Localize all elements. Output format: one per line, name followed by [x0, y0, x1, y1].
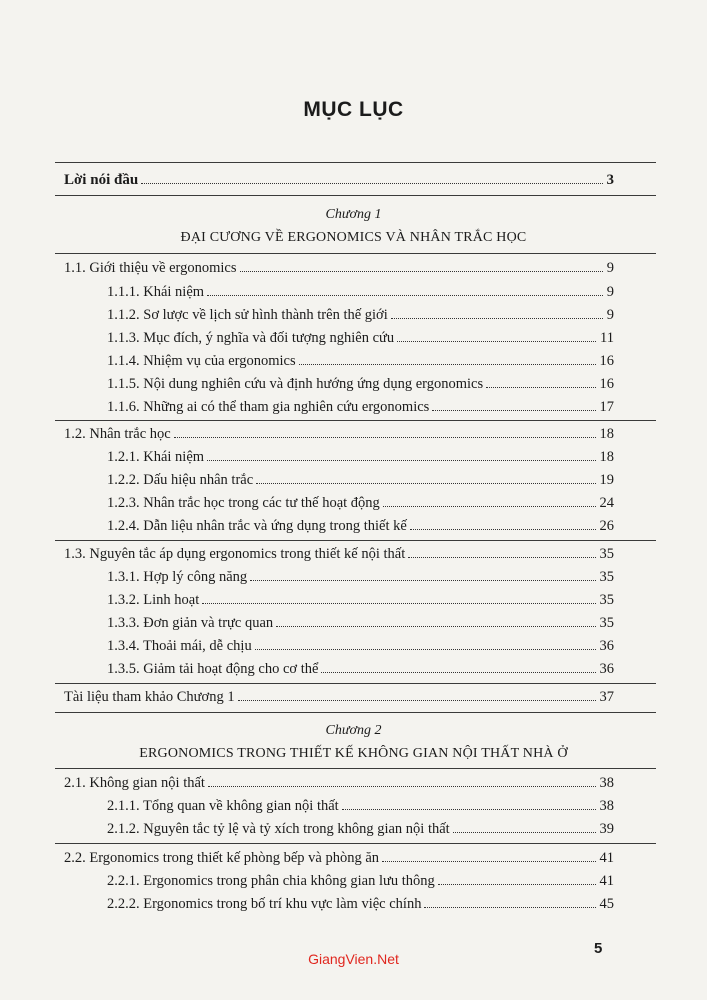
- toc-entry-text: 1.1.2. Sơ lược về lịch sử hình thành trên thế giới: [107, 307, 388, 323]
- toc-entry-1-2-1[interactable]: [0, 448, 707, 466]
- dot-leader: [238, 700, 596, 701]
- toc-entry-text: 1.2.1. Khái niệm: [107, 449, 205, 465]
- toc-entry-text: 1.2.4. Dẫn liệu nhân trắc và ứng dụng trong thiết kế: [107, 518, 407, 534]
- toc-entry-page: 35: [599, 592, 614, 608]
- toc-entry-text: 1.3.2. Linh hoạt: [107, 592, 200, 608]
- toc-entry-page: 35: [599, 546, 614, 562]
- divider-chapter2: [55, 712, 656, 713]
- dot-leader: [391, 318, 603, 319]
- dot-leader: [207, 460, 595, 461]
- dot-leader: [299, 364, 596, 365]
- dot-leader: [438, 884, 596, 885]
- toc-entry-1-1-5[interactable]: [0, 375, 707, 393]
- toc-entry-page: 35: [599, 615, 614, 631]
- toc-entry-1-2-3[interactable]: [0, 494, 707, 512]
- toc-entry-page: 9: [606, 284, 614, 300]
- dot-leader: [141, 183, 602, 184]
- toc-entry-text: 1.3.5. Giảm tải hoạt động cho cơ thể: [107, 661, 319, 677]
- toc-entry-page: 35: [599, 569, 614, 585]
- toc-entry-text: 1.1.1. Khái niệm: [107, 284, 205, 300]
- toc-entry-1-3-3[interactable]: [0, 614, 707, 632]
- dot-leader: [453, 832, 596, 833]
- toc-entry-text: Lời nói đầu: [64, 172, 139, 188]
- dot-leader: [342, 809, 596, 810]
- watermark-text: GiangVien.Net: [308, 951, 399, 967]
- toc-entry-1-1-4[interactable]: [0, 352, 707, 370]
- toc-entry-page: 17: [599, 399, 614, 415]
- dot-leader: [410, 529, 596, 530]
- dot-leader: [397, 341, 596, 342]
- toc-entry-references-1[interactable]: [0, 688, 707, 706]
- toc-entry-1-1-3[interactable]: [0, 329, 707, 347]
- divider-1-2: [55, 420, 656, 421]
- dot-leader: [486, 387, 595, 388]
- dot-leader: [255, 649, 596, 650]
- toc-entry-text: 1.3. Nguyên tắc áp dụng ergonomics trong thiết kế nội thất: [64, 546, 406, 562]
- toc-entry-1-3-5[interactable]: [0, 660, 707, 678]
- toc-entry-1-3-1[interactable]: [0, 568, 707, 586]
- chapter-label: Chương 2: [325, 723, 382, 738]
- toc-entry-page: 9: [606, 260, 614, 276]
- divider-top: [55, 162, 656, 163]
- page-number: 5: [594, 940, 603, 957]
- dot-leader: [432, 410, 595, 411]
- toc-entry-1-3-4[interactable]: [0, 637, 707, 655]
- dot-leader: [174, 437, 596, 438]
- dot-leader: [207, 295, 603, 296]
- toc-entry-text: 2.2.1. Ergonomics trong phân chia không gian lưu thông: [107, 873, 435, 889]
- toc-entry-1-1-6[interactable]: [0, 398, 707, 416]
- toc-entry-page: 11: [600, 330, 614, 346]
- divider-2-2: [55, 843, 656, 844]
- toc-entry-text: 1.1.6. Những ai có thể tham gia nghiên cứu ergonomics: [107, 399, 430, 415]
- toc-entry-1-2-2[interactable]: [0, 471, 707, 489]
- divider-intro: [55, 195, 656, 196]
- dot-leader: [408, 557, 595, 558]
- chapter-title: ERGONOMICS TRONG THIẾT KẾ KHÔNG GIAN NỘI THẤT NHÀ Ở: [139, 746, 568, 761]
- toc-entry-text: 1.1.5. Nội dung nghiên cứu và định hướng ứng dụng ergonomics: [107, 376, 484, 392]
- toc-entry-2-1-2[interactable]: [0, 820, 707, 838]
- toc-entry-page: 18: [599, 426, 614, 442]
- divider-1-3: [55, 540, 656, 541]
- toc-entry-page: 18: [599, 449, 614, 465]
- dot-leader: [202, 603, 595, 604]
- toc-entry-text: 1.2.2. Dấu hiệu nhân trắc: [107, 472, 254, 488]
- chapter-title: ĐẠI CƯƠNG VỀ ERGONOMICS VÀ NHÂN TRẮC HỌC: [180, 230, 527, 245]
- toc-entry-1-1[interactable]: [0, 259, 707, 277]
- toc-entry-text: 2.1.2. Nguyên tắc tỷ lệ và tỷ xích trong không gian nội thất: [107, 821, 450, 837]
- toc-entry-text: 2.1. Không gian nội thất: [64, 775, 205, 791]
- toc-entry-text: 2.2. Ergonomics trong thiết kế phòng bếp và phòng ăn: [64, 850, 380, 866]
- toc-entry-page: 38: [599, 798, 614, 814]
- toc-entry-text: 1.3.1. Hợp lý công năng: [107, 569, 248, 585]
- toc-entry-page: 41: [599, 850, 614, 866]
- toc-entry-page: 16: [599, 353, 614, 369]
- toc-entry-1-1-1[interactable]: [0, 283, 707, 301]
- toc-entry-text: Tài liệu tham khảo Chương 1: [64, 689, 235, 705]
- toc-entry-page: 26: [599, 518, 614, 534]
- toc-entry-2-1[interactable]: [0, 774, 707, 792]
- toc-entry-intro[interactable]: [0, 171, 707, 189]
- toc-entry-1-3-2[interactable]: [0, 591, 707, 609]
- page-title: MỤC LỤC: [303, 98, 404, 121]
- toc-entry-page: 24: [599, 495, 614, 511]
- divider-references: [55, 683, 656, 684]
- dot-leader: [424, 907, 595, 908]
- toc-entry-2-2[interactable]: [0, 849, 707, 867]
- toc-entry-page: 41: [599, 873, 614, 889]
- toc-entry-text: 1.3.4. Thoải mái, dễ chịu: [107, 638, 252, 654]
- toc-entry-text: 2.1.1. Tổng quan về không gian nội thất: [107, 798, 339, 814]
- toc-entry-2-1-1[interactable]: [0, 797, 707, 815]
- dot-leader: [382, 861, 595, 862]
- toc-entry-page: 16: [599, 376, 614, 392]
- toc-entry-page: 39: [599, 821, 614, 837]
- toc-entry-1-2[interactable]: [0, 425, 707, 443]
- dot-leader: [240, 271, 603, 272]
- toc-entry-page: 36: [599, 661, 614, 677]
- dot-leader: [250, 580, 595, 581]
- divider-2-1: [55, 768, 656, 769]
- toc-entry-page: 19: [599, 472, 614, 488]
- toc-entry-1-3[interactable]: [0, 545, 707, 563]
- chapter-label: Chương 1: [325, 207, 382, 222]
- toc-entry-1-2-4[interactable]: [0, 517, 707, 535]
- toc-entry-1-1-2[interactable]: [0, 306, 707, 324]
- dot-leader: [276, 626, 595, 627]
- toc-entry-text: 1.1. Giới thiệu về ergonomics: [64, 260, 237, 276]
- dot-leader: [321, 672, 595, 673]
- toc-entry-text: 1.3.3. Đơn giản và trực quan: [107, 615, 274, 631]
- toc-entry-text: 1.1.3. Mục đích, ý nghĩa và đối tượng nghiên cứu: [107, 330, 395, 346]
- dot-leader: [256, 483, 595, 484]
- toc-entry-text: 2.2.2. Ergonomics trong bố trí khu vực làm việc chính: [107, 896, 422, 912]
- dot-leader: [208, 786, 596, 787]
- dot-leader: [383, 506, 596, 507]
- toc-entry-page: 9: [606, 307, 614, 323]
- toc-entry-2-2-1[interactable]: [0, 872, 707, 890]
- toc-entry-page: 3: [606, 172, 614, 188]
- toc-entry-page: 37: [599, 689, 614, 705]
- toc-entry-text: 1.2. Nhân trắc học: [64, 426, 171, 442]
- toc-entry-2-2-2[interactable]: [0, 895, 707, 913]
- toc-entry-text: 1.2.3. Nhân trắc học trong các tư thế hoạt động: [107, 495, 380, 511]
- divider-chapter1: [55, 253, 656, 254]
- toc-entry-page: 45: [599, 896, 614, 912]
- toc-entry-page: 38: [599, 775, 614, 791]
- toc-entry-text: 1.1.4. Nhiệm vụ của ergonomics: [107, 353, 296, 369]
- toc-entry-page: 36: [599, 638, 614, 654]
